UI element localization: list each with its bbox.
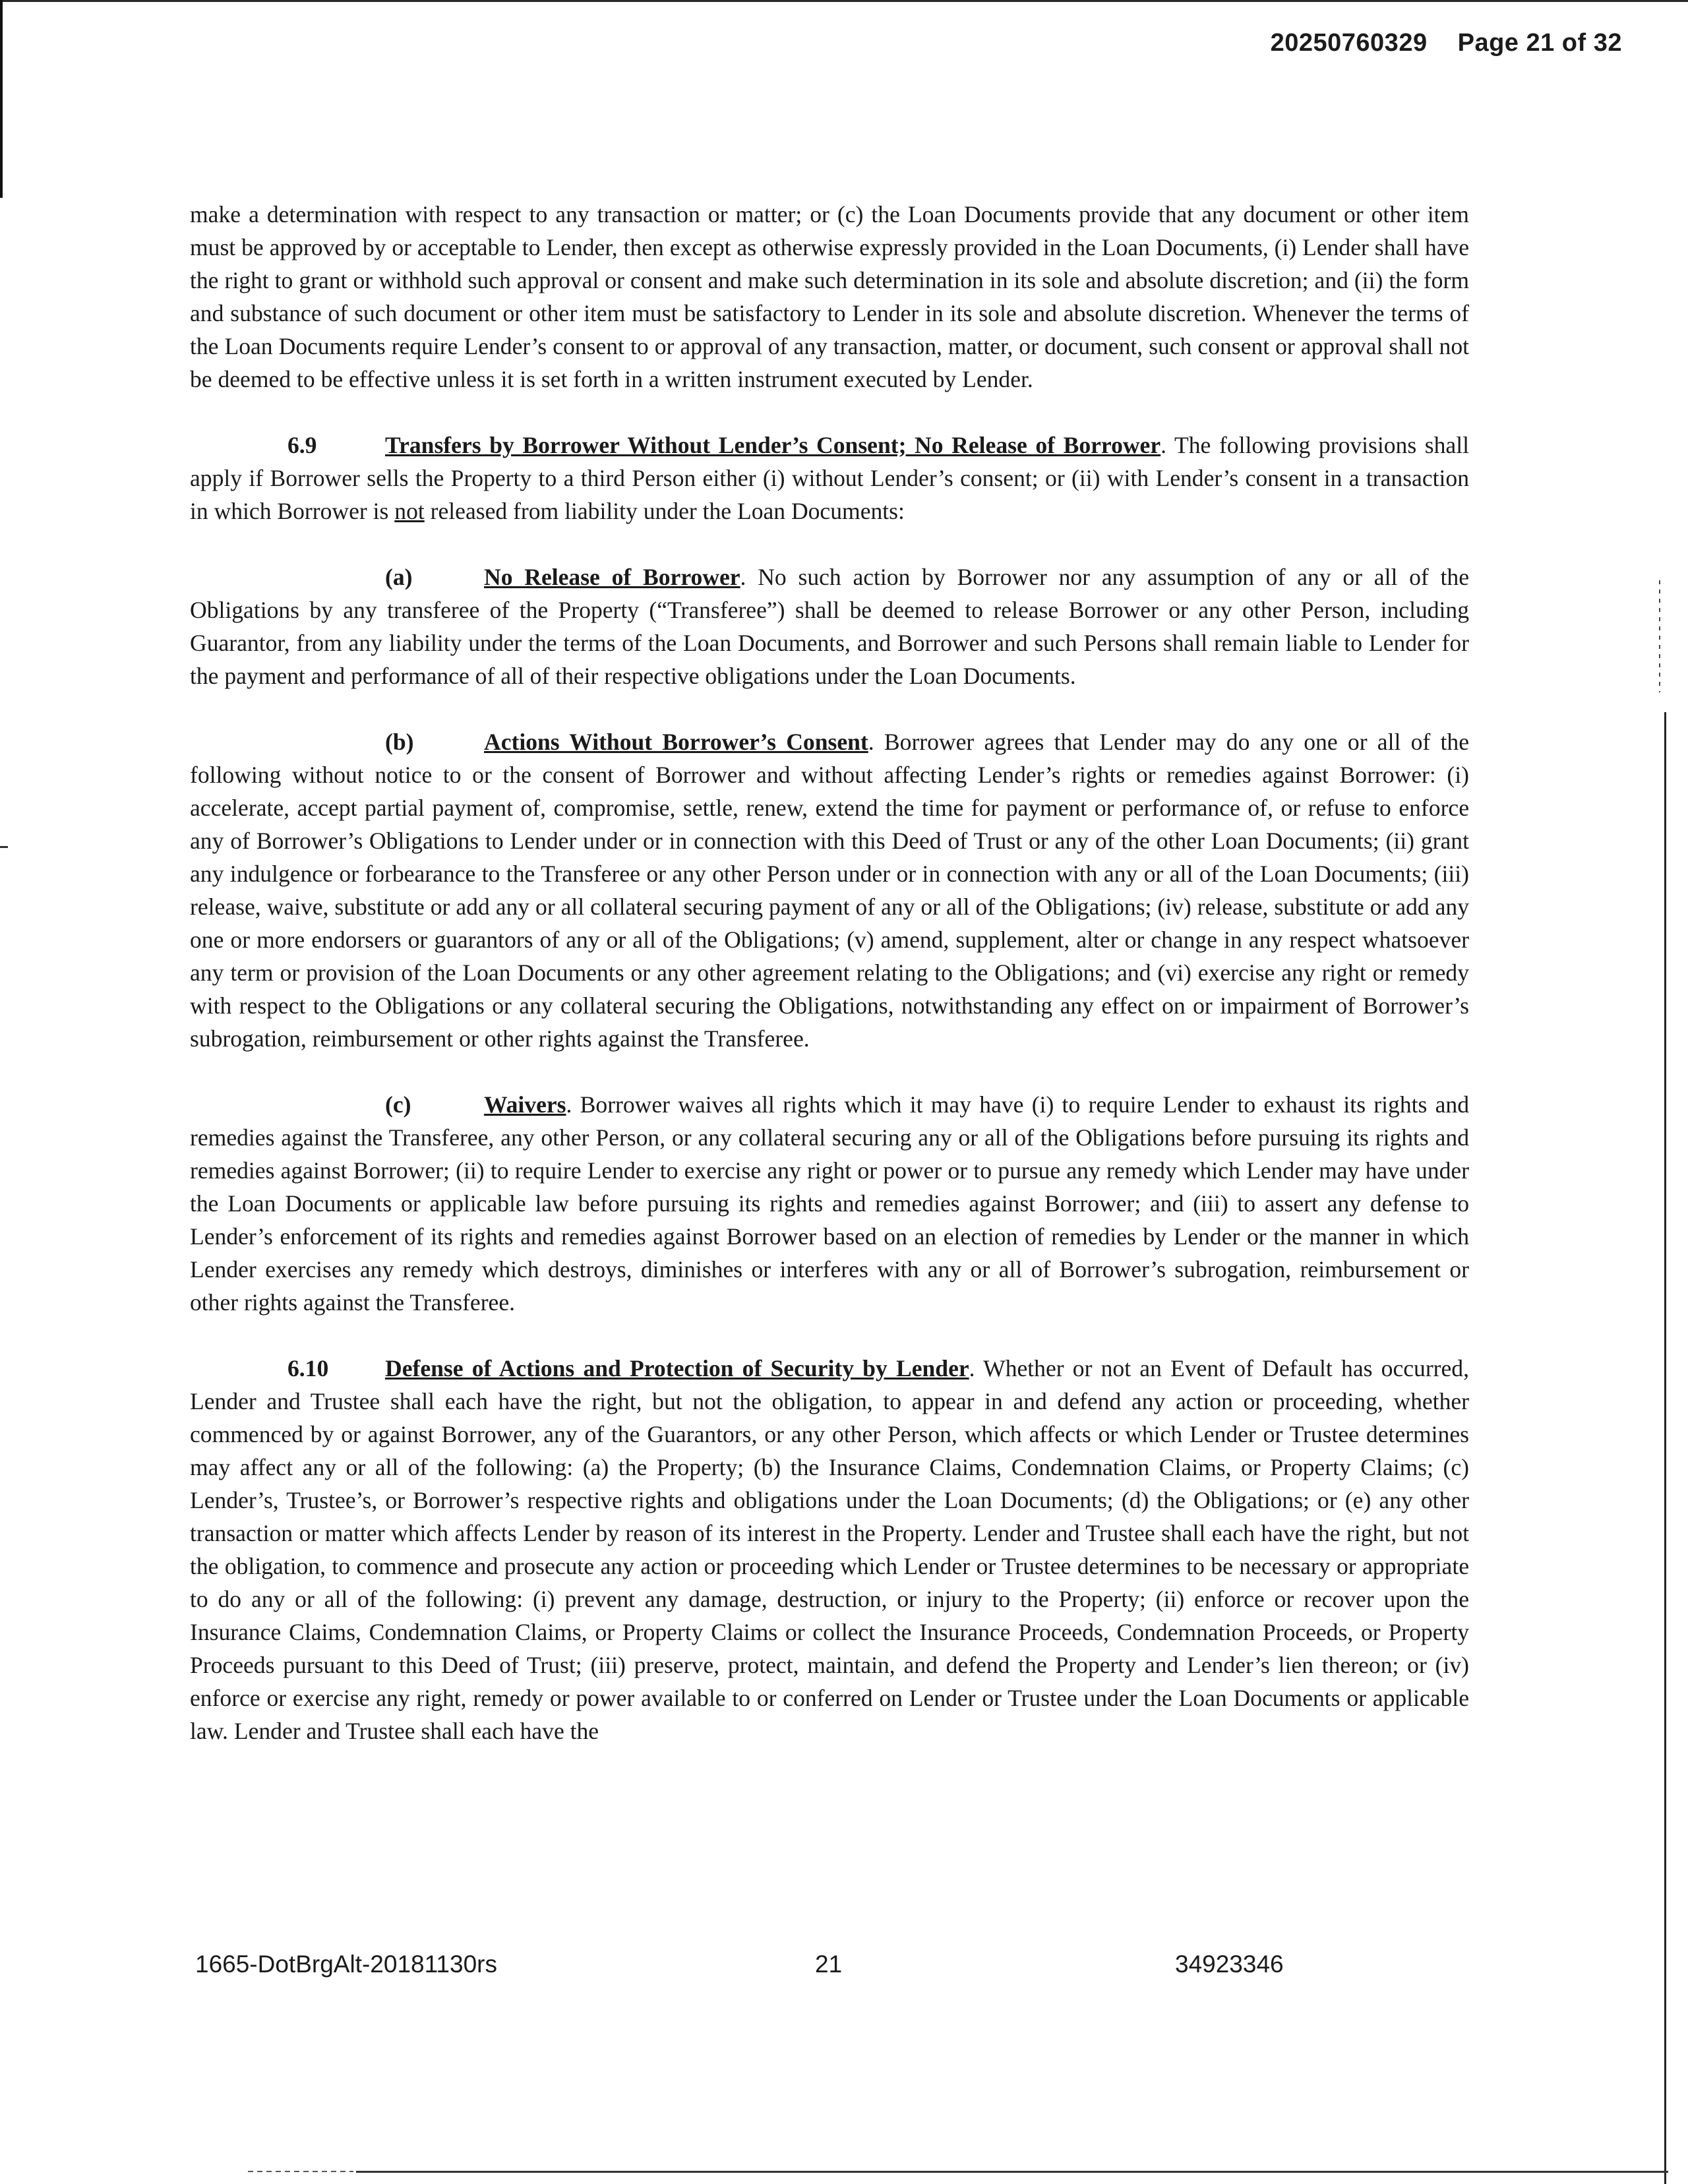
- section-text-end: released from liability under the Loan Documents:: [424, 498, 905, 524]
- section-heading: Defense of Actions and Protection of Security by Lender: [385, 1355, 969, 1381]
- form-identifier: 1665-DotBrgAlt-20181130rs: [195, 1951, 497, 1978]
- page-number: 21: [815, 1951, 843, 1978]
- page-header: [1271, 29, 1622, 57]
- section-heading: Transfers by Borrower Without Lender’s Consent; No Release of Borrower: [385, 432, 1161, 458]
- section-number: 6.9: [287, 432, 317, 458]
- page-count-label: Page 21 of 32: [1457, 29, 1622, 57]
- subsection-text: . No such action by Borrower nor any assumption of any or all of the Obligations by any transferee of the Property (“Transferee”) shall be deemed to release Borrower or any other Person, including Guarantor, from any liability under the terms of the Loan Documents, and Borrower and such Persons shall remain liable to Lender for the payment and performance of all of their respective obligations under the Loan Documents.: [190, 564, 1469, 689]
- section-text: . Whether or not an Event of Default has occurred, Lender and Trustee shall each have the right, but not the obligation, to appear in and defend any action or proceeding, whether commenced by or against Borrower, any of the Guarantors, or any other Person, which affects or which Lender or Trustee determines may affect any or all of the following: (a) the Property; (b) the Insurance Claims, Condemnation Claims, or Property Claims; (c) Lender’s, Trustee’s, or Borrower’s respective rights and obligations under the Loan Documents; (d) the Obligations; or (e) any other transaction or matter which affects Lender by reason of its interest in the Property. Lender and Trustee shall each have the right, but not the obligation, to commence and prosecute any action or proceeding which Lender or Trustee determines to be necessary or appropriate to do any or all of the following: (i) prevent any damage, destruction, or injury to the Property; (ii) enforce or recover upon the Insurance Claims, Condemnation Claims, or Property Claims or collect the Insurance Proceeds, Condemnation Proceeds, or Property Proceeds pursuant to this Deed of Trust; (iii) preserve, protect, maintain, and defend the Property and Lender’s lien thereon; or (iv) enforce or exercise any right, remedy or power available to or conferred on Lender or Trustee under the Loan Documents or applicable law. Lender and Trustee shall each have the: [190, 1355, 1469, 1744]
- document-identifier: 34923346: [1175, 1951, 1284, 1978]
- scan-mark-bottom: [248, 2171, 353, 2172]
- subsection-heading: Waivers: [484, 1091, 566, 1118]
- section-text: . The following provisions shall apply if Borrower sells the Property to a third Person either (i) without Lender’s consent; or (ii) with Lender’s consent in a transaction in which Borrower is: [190, 432, 1469, 524]
- scan-edge-top: [0, 0, 1688, 2]
- section-number: 6.10: [287, 1355, 329, 1381]
- subsection-b: [190, 725, 1469, 1055]
- section-6-10: [190, 1352, 1469, 1747]
- subsection-a: [190, 561, 1469, 692]
- subsection-c: [190, 1088, 1469, 1319]
- subsection-heading: Actions Without Borrower’s Consent: [484, 729, 868, 755]
- page-footer: [0, 1951, 1688, 1984]
- subsection-text: . Borrower agrees that Lender may do any one or all of the following without notice to or the consent of Borrower and without affecting Lender’s rights or remedies against Borrower: (i) accelerate, accept partial payment of, compromise, settle, renew, extend the time for payment or performance of, or refuse to enforce any of Borrower’s Obligations to Lender under or in connection with this Deed of Trust or any of the other Loan Documents; (ii) grant any indulgence or forbearance to the Transferee or any other Person under or in connection with any or all of the Loan Documents; (iii) release, waive, substitute or add any or all collateral securing payment of any or all of the Obligations; (iv) release, substitute or add any one or more endorsers or guarantors of any or all of the Obligations; (v) amend, supplement, alter or change in any respect whatsoever any term or provision of the Loan Documents or any other agreement relating to the Obligations; and (vi) exercise any right or remedy with respect to the Obligations or any collateral securing the Obligations, notwithstanding any effect on or impairment of Borrower’s subrogation, reimbursement or other rights against the Transferee.: [190, 729, 1469, 1052]
- subsection-text: . Borrower waives all rights which it may have (i) to require Lender to exhaust its rights and remedies against the Transferee, any other Person, or any collateral securing any or all of the Obligations before pursuing its rights and remedies against Borrower; (ii) to require Lender to exercise any right or power or to pursue any remedy which Lender may have under the Loan Documents or applicable law before pursuing its rights and remedies against Borrower; and (iii) to assert any defense to Lender’s enforcement of its rights and remedies against Borrower based on an election of remedies by Lender or the manner in which Lender exercises any remedy which destroys, diminishes or interferes with any or all of Borrower’s subrogation, reimbursement or other rights against the Transferee.: [190, 1091, 1469, 1316]
- scan-mark-left: [0, 846, 8, 848]
- paragraph-continuation: make a determination with respect to any transaction or matter; or (c) the Loan Documents provide that any document or other item must be approved by or acceptable to Lender, then except as otherwise expressly provided in the Loan Documents, (i) Lender shall have the right to grant or withhold such approval or consent and make such determination in its sole and absolute discretion; and (ii) the form and substance of such document or other item must be satisfactory to Lender in its sole and absolute discretion. Whenever the terms of the Loan Documents require Lender’s consent to or approval of any transaction, matter, or document, such consent or approval shall not be deemed to be effective unless it is set forth in a written instrument executed by Lender.: [190, 201, 1469, 392]
- section-6-9: [190, 429, 1469, 528]
- scan-mark-right: [1659, 580, 1660, 692]
- recording-number: 20250760329: [1270, 29, 1428, 57]
- scan-edge-left: [0, 0, 3, 198]
- subsection-label: (c): [385, 1091, 411, 1118]
- subsection-heading: No Release of Borrower: [484, 564, 740, 590]
- subsection-label: (b): [385, 729, 414, 755]
- scan-edge-bottom: [356, 2171, 1668, 2173]
- subsection-label: (a): [385, 564, 413, 590]
- document-body: [190, 198, 1469, 1780]
- underlined-word: not: [394, 498, 425, 524]
